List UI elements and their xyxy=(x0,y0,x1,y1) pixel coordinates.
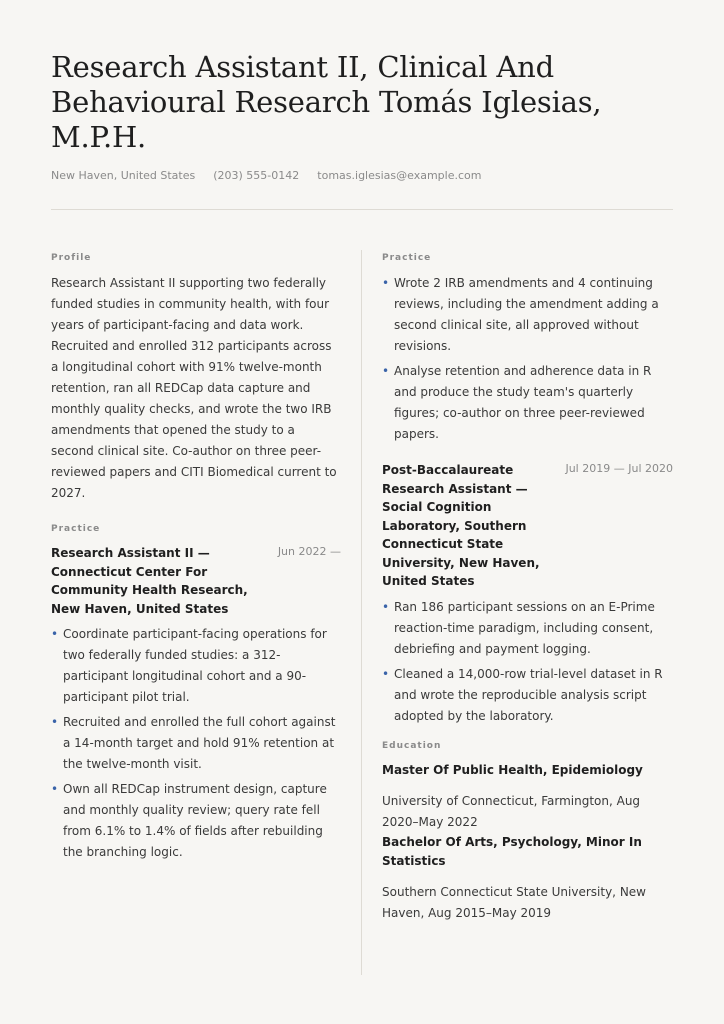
education-degree: Bachelor Of Arts, Psychology, Minor In Statistics xyxy=(382,835,642,868)
bullet-dot-icon: • xyxy=(382,276,390,290)
education-school: Southern Connecticut State University, New Haven, Aug 2015–May 2019 xyxy=(382,885,646,920)
bullet-text: Coordinate participant-facing operations for two federally funded studies: a 312-participant longitudinal cohort and a 90-participant pilot trial. xyxy=(63,627,327,704)
list-item xyxy=(51,624,341,708)
job-bullet-list xyxy=(382,597,673,727)
practice-section-label: Practice xyxy=(382,253,432,263)
profile-section-label: Profile xyxy=(51,253,92,263)
job-header xyxy=(51,544,341,618)
list-item xyxy=(382,273,673,357)
list-item xyxy=(51,779,341,863)
bullet-dot-icon: • xyxy=(51,715,59,729)
left-column xyxy=(51,253,341,867)
job-title: Post-Baccalaureate Research Assistant — Social Cognition Laboratory, Southern Connecticut State University, New Haven, United States xyxy=(382,463,540,588)
right-column xyxy=(382,253,673,924)
list-item xyxy=(51,712,341,775)
bullet-text: Own all REDCap instrument design, capture and monthly quality review; query rate fell from 6.1% to 1.4% of fields after rebuilding the branching logic. xyxy=(63,782,327,859)
header-divider xyxy=(51,209,673,210)
bullet-text: Ran 186 participant sessions on an E-Prime reaction-time paradigm, including consent, debriefing and payment logging. xyxy=(394,599,655,656)
resume-header xyxy=(51,50,673,182)
profile-summary: Research Assistant II supporting two federally funded studies in community health, with four years of participant-facing and data work. Recruited and enrolled 312 participants across a longitudinal cohort with 91% twelve-month retention, ran all REDCap data capture and monthly quality checks, and wrote the two IRB amendments that opened the study to a second clinical site. Co-author on three peer-reviewed papers and CITI Biomedical current to 2027. xyxy=(51,276,337,500)
contact-line xyxy=(51,169,673,182)
candidate-name: Research Assistant II, Clinical And Behavioural Research Tomás Iglesias, M.P.H. xyxy=(51,50,602,154)
bullet-text: Analyse retention and adherence data in R and produce the study team's quarterly figures; co-author on three peer-reviewed papers. xyxy=(394,364,652,441)
job-header xyxy=(382,461,673,591)
location-text: New Haven, United States xyxy=(51,169,196,182)
education-section-label: Education xyxy=(382,740,442,751)
education-school: University of Connecticut, Farmington, Aug 2020–May 2022 xyxy=(382,794,641,829)
bullet-dot-icon: • xyxy=(382,364,390,378)
bullet-dot-icon: • xyxy=(382,666,390,681)
bullet-dot-icon: • xyxy=(382,599,390,614)
job-date: Jul 2019 — Jul 2020 xyxy=(565,462,673,475)
job-bullet-list xyxy=(382,273,673,445)
practice-section-label: Practice xyxy=(51,524,101,534)
job-date: Jun 2022 — xyxy=(277,545,341,558)
bullet-dot-icon: • xyxy=(51,782,59,796)
bullet-text: Wrote 2 IRB amendments and 4 continuing reviews, including the amendment adding a second clinical site, all approved without revisions. xyxy=(394,276,659,353)
bullet-text: Cleaned a 14,000-row trial-level dataset in R and wrote the reproducible analysis script adopted by the laboratory. xyxy=(394,666,663,723)
list-item xyxy=(382,361,673,445)
column-divider xyxy=(361,250,362,975)
education-degree: Master Of Public Health, Epidemiology xyxy=(382,762,643,777)
list-item xyxy=(382,664,673,727)
list-item xyxy=(382,597,673,660)
job-title: Research Assistant II — Connecticut Center For Community Health Research, New Haven, United States xyxy=(51,546,248,616)
bullet-text: Recruited and enrolled the full cohort against a 14-month target and hold 91% retention at the twelve-month visit. xyxy=(63,715,336,771)
phone-text: (203) 555-0142 xyxy=(213,169,300,182)
job-bullet-list xyxy=(51,624,341,863)
bullet-dot-icon: • xyxy=(51,627,59,641)
email-link[interactable]: tomas.iglesias@example.com xyxy=(317,169,482,182)
